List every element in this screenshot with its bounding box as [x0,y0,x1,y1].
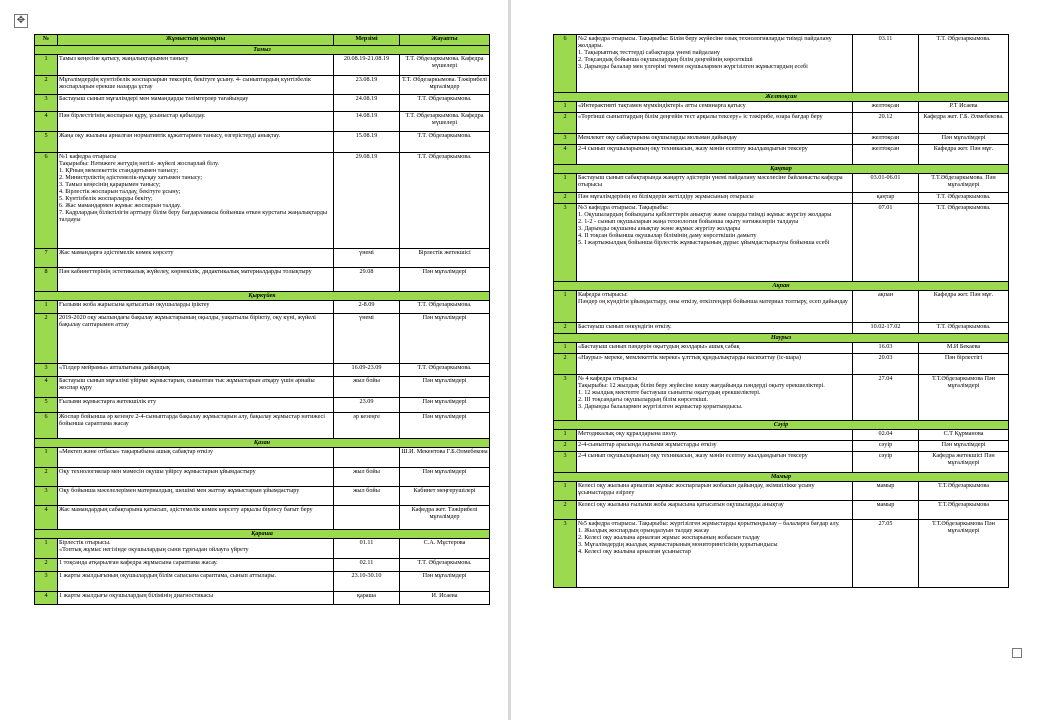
table-row [554,343,1009,354]
task-description: Оқу технологиялар мен мәмесін оқушы үйірсу жұмыстарын ұйымдастыру [58,468,334,487]
task-deadline: ақпан [853,291,919,323]
table-row [554,501,1009,520]
task-responsible: Пән мұғалімдері [400,468,490,487]
task-deadline: әр кезеңге [334,413,400,439]
row-number: 2 [554,323,577,334]
task-description: «Бастауыш сынып пәндерін оқытудың жолдары» ашық сабақ [577,343,853,354]
task-responsible: Т.Т. Әбдезаркымова. Тәжірибелі мұғалімдер [400,76,490,95]
table-row [35,572,490,592]
task-deadline: сәуір [853,441,919,452]
row-number: 1 [554,430,577,441]
task-description: № 4 кафедра отырысы Тақырыбы: 12 жылдық білім беру жүйесіне көшу жағдайында пәндерді оқыту ерекшеліктері. 1. 12 жылдық мектепте бастауыш сыныпты оқытудың ерекшеліктері. 2. III тоқсандағы оқушылардың білім көрсеткіші. 3. Дарынды балалармен жүргізілген жұмыстар қорытындысы. [577,375,853,421]
task-description: Келесі оқу жылына ғылыми жоба жарысына қатысатын оқушыларды анықтау [577,501,853,520]
task-deadline: желтоқсан [853,134,919,145]
row-number: 4 [35,506,58,530]
task-responsible: И. Исаева [400,592,490,605]
task-responsible: Т.Т.Әбдезаркымова Пән мұғалімдері [919,375,1009,421]
month-section-row [35,439,490,448]
row-number: 1 [35,301,58,314]
task-deadline: үнемі [334,314,400,364]
task-deadline: 01.11 [334,539,400,559]
row-number: 3 [35,572,58,592]
row-number: 3 [554,375,577,421]
plan-table-left [34,34,490,605]
task-deadline: 14.08.19 [334,112,400,132]
row-number: 1 [554,482,577,501]
task-responsible: Пән мұғалімдері [919,134,1009,145]
task-responsible: Бірлестік жетекшісі [400,249,490,268]
task-deadline: 20.12 [853,113,919,134]
table-row [35,468,490,487]
table-row [554,174,1009,193]
page-separator [508,0,511,720]
table-row [554,354,1009,375]
task-description: Бастауыш сынып сабақтарында жаңарту әдістерін үнемі пайдалану мәселесіне байланысты кафедра отырысы [577,174,853,193]
task-deadline: 15.08.19 [334,132,400,153]
row-number: 2 [35,76,58,95]
month-section-row [554,93,1009,102]
row-number: 2 [554,501,577,520]
task-deadline: сәуір [853,452,919,473]
row-number: 4 [35,112,58,132]
row-number: 4 [35,377,58,398]
table-row [35,76,490,95]
table-row [35,314,490,364]
task-responsible: Пән мұғалімдері [400,413,490,439]
task-responsible: М.И Бекаева [919,343,1009,354]
task-description: «Наурыз- мереке, мемлекеттік мереке» ұлттық құндылықтарды насихаттау (іс-шара) [577,354,853,375]
task-responsible: Т.Т. Әбдезаркымова. [919,193,1009,204]
task-responsible: Кафедра жетекшісі Пән мұғалімдері [919,452,1009,473]
task-responsible: С.А. Мұстерова [400,539,490,559]
row-number: 5 [35,398,58,413]
task-description: Бастауыш сынып мұғалімі үйірме жұмыстарын, сыныптан тыс жұмыстарын атқару үшін арнайы жоспар құру [58,377,334,398]
row-number: 3 [35,364,58,377]
task-responsible: Т.Т. Әбдезаркымова. [919,35,1009,93]
table-row [554,102,1009,113]
task-description: Жоспар бойынша әр кезеңге 2-4-сыныптарда бақылау жұмыстарын алу, бақылау жұмыстар нәтижесі бойынша сараптама жасау [58,413,334,439]
table-row [35,301,490,314]
row-number: 2 [35,314,58,364]
task-description: «Тілдер мейрамы» апталығына дайындық [58,364,334,377]
task-deadline: үнемі [334,249,400,268]
task-description: Жаңа оқу жылына арналған нормативтік құжаттармен танысу, өзгерістерді анықтау. [58,132,334,153]
month-section-label: Желтоқсан [554,93,1009,102]
table-row [554,430,1009,441]
task-description: Пән бірлестігінің жоспарын құру, ұсыныстар қабылдау. [58,112,334,132]
task-description: №2 кафедра отырысы. Тақырыбы: Білім беру жүйесіне озық технологияларды тиімді пайдалану жолдары. 1. Тақырыптық тесттерді сабақтарда үнемі пайдалану 2. Тоқсандық бойынша оқушылардың білім деңгейінің көрсеткіші 3. Дарынды балалар мен үлгерімі төмен оқушылармен жүргізілген жұмыстардың есебі [577,35,853,93]
task-description: Методикалық оқу құралдарына шолу. [577,430,853,441]
row-number: 3 [554,452,577,473]
table-row [35,55,490,76]
table-row [35,153,490,249]
row-number: 1 [35,448,58,468]
table-row [35,398,490,413]
month-section-label: Қазан [35,439,490,448]
row-number: 2 [554,441,577,452]
task-deadline: 07.01 [853,204,919,282]
task-responsible: Т.Т. Әбдезаркымова. Кафедра мүшелері [400,112,490,132]
table-resize-handle-icon[interactable] [1012,648,1022,658]
month-section-label: Наурыз [554,334,1009,343]
task-responsible: Пән бірлестігі [919,354,1009,375]
table-row [554,452,1009,473]
month-section-label: Мамыр [554,473,1009,482]
task-deadline: желтоқсан [853,102,919,113]
task-responsible: Т.Т.Әбдезаркымова [919,482,1009,501]
task-description: 1 жарты жылдығы оқушылардың білімінің диагностикасы [58,592,334,605]
month-section-row [554,334,1009,343]
task-description: Оқу бойынша мәселелерімен материалдың, шешімі мен жаттау жұмыстарын ұйымдастыру [58,487,334,506]
row-number: 6 [35,413,58,439]
task-description: №1 кафедра отырысы Тақырыбы: Нәтижеге жетудің негізі- жүйелі жоспарлай білу. 1. ҚРның мемлекеттік стандартымен танысу; 2. Министрліктің әдістемелік-нұсқау хатымен танысу; 3. Тамыз кеңесінің қарарымен танысу; 4. Бірлестік жоспарын талдау, бекітуге ұсыну; 5. Күнтізбелік жоспарларды бекіту; 6. Жас мамандармен жұмыс жоспарын талдау. 7. Кадрлардың біліктілігін арттыру білім беру бағдарламасы бойынша өткен курстағы жаңалықтарды талдауы [58,153,334,249]
month-section-row [35,292,490,301]
table-row [554,193,1009,204]
column-header: Мерзімі [334,35,400,46]
column-header: Жұмыстың мазмұны [58,35,334,46]
month-section-row [35,46,490,55]
plan-table-right [553,34,1009,588]
task-description: Бірлестік отырысы. «Топтық жұмыс негізінде оқушылардың сыни тұрғыдан ойлауға үйрету [58,539,334,559]
task-description: Бастауыш сынып мұғалімдері мен мамандарды тәлімгерлер тағайындау [58,95,334,112]
table-row [35,112,490,132]
task-responsible: С.Т Құрманова [919,430,1009,441]
task-deadline: мамыр [853,501,919,520]
table-row [554,520,1009,588]
task-responsible: Пән мұғалімдері [919,441,1009,452]
row-number: 3 [554,204,577,282]
table-row [554,482,1009,501]
task-deadline: қараша [334,592,400,605]
task-deadline: 27.05 [853,520,919,588]
row-number: 3 [554,520,577,588]
row-number: 2 [554,354,577,375]
task-description: Жас мамандарға әдістемелік көмек көрсету [58,249,334,268]
row-number: 7 [35,249,58,268]
task-description: 2-4-сыныптар арасында ғылыми жұмыстарды өткізу [577,441,853,452]
table-row [35,448,490,468]
task-deadline: 20.08.19-21.08.19 [334,55,400,76]
row-number: 1 [554,174,577,193]
row-number: 2 [554,193,577,204]
task-deadline: 20.03 [853,354,919,375]
task-responsible: Т.Т. Әбдезаркымова. [400,559,490,572]
task-responsible: Кафедра жет. Тәжірибелі мұғалімдер [400,506,490,530]
row-number: 4 [35,592,58,605]
task-deadline: жыл бойы [334,377,400,398]
task-description: «Интерактивті тақтамен мүмкіндіктері» атты семинарға қатысу [577,102,853,113]
column-header: № [35,35,58,46]
row-number: 1 [35,539,58,559]
task-responsible: Т.Т. Әбдезаркымова. [400,364,490,377]
row-number: 6 [554,35,577,93]
table-row [554,375,1009,421]
month-section-row [554,165,1009,174]
row-number: 4 [554,145,577,165]
row-number: 3 [35,95,58,112]
table-row [554,35,1009,93]
table-row [554,204,1009,282]
table-row [554,441,1009,452]
table-row [554,323,1009,334]
task-responsible: Т.Т. Әбдезаркымова. [400,153,490,249]
task-deadline: 29.08.19 [334,153,400,249]
task-responsible: Пән мұғалімдері [400,314,490,364]
table-row [35,592,490,605]
task-deadline: 23.10-30.10 [334,572,400,592]
row-number: 8 [35,268,58,292]
table-row [35,132,490,153]
month-section-label: Қараша [35,530,490,539]
task-responsible: Т.Т. Әбдезаркымова. [400,95,490,112]
task-deadline: 27.04 [853,375,919,421]
table-row [35,539,490,559]
task-description: 2-4 сынып оқушыларының оқу техникасын, жазу мәнін есептеу жылдамдығын тексеру [577,452,853,473]
table-row [35,487,490,506]
task-deadline: жыл бойы [334,487,400,506]
task-deadline: 03.11 [853,35,919,93]
task-deadline: жыл бойы [334,468,400,487]
task-responsible: Пән мұғалімдері [400,377,490,398]
task-deadline: қаңтар [853,193,919,204]
task-description: Мұғалімдердің күнтізбелік жоспарларын тексеріп, бекітуге ұсыну. 4- сыныптардың күнтізбелік жоспарларын ерекше назарда ұстау [58,76,334,95]
month-section-label: Тамыз [35,46,490,55]
task-description: 2019-2020 оқу жылындағы бақылау жұмыстарының оқылды, уақытылы біріктіу, оқу күні, жүйелі бақылау саптарымен аттау [58,314,334,364]
table-row [554,145,1009,165]
row-number: 2 [35,559,58,572]
task-deadline: желтоқсан [853,145,919,165]
task-responsible: Кабинет меңгерушілері [400,487,490,506]
task-responsible: Т.Т.Әбдезаркымова. Пән мұғалімдері [919,174,1009,193]
task-responsible: Пән мұғалімдері [400,572,490,592]
task-responsible: Т.Т. Әбдезаркымова. [400,301,490,314]
row-number: 1 [554,291,577,323]
row-number: 1 [554,343,577,354]
task-deadline: 29.08 [334,268,400,292]
task-description: Мемлекет оқу сабақтарына оқушыларды мольман дайындау [577,134,853,145]
task-deadline [334,448,400,468]
task-description: Ғылыми жұмыстарға жетекшілік ету [58,398,334,413]
task-responsible: Т.Т. Әбдезаркымова. Кафедра мүшелері [400,55,490,76]
row-number: 3 [554,134,577,145]
task-description: Пән кабинеттерінің эстетикалық жүйелеу, көрнекілік, дидактикалық материалдарды толықтыру [58,268,334,292]
table-row [35,559,490,572]
row-number: 2 [554,113,577,134]
month-section-label: Сәуір [554,421,1009,430]
table-row [35,268,490,292]
task-deadline: 24.08.19 [334,95,400,112]
month-section-row [35,530,490,539]
table-row [35,249,490,268]
task-responsible: Пән мұғалімдері [400,398,490,413]
task-description: 2-4 сынып оқушыларының оқу техникасын, жазу мәнін есептеу жылдамдығын тексеру [577,145,853,165]
task-description: 1 тоқсанда атқарылған кафедра жұмысына сараптама жасау. [58,559,334,572]
table-row [35,506,490,530]
task-responsible: Т.Т.Әбдезаркымова [919,501,1009,520]
task-description: «Мектеп және отбасы» тақырыбына ашық сабақтар өткізу [58,448,334,468]
month-section-row [554,421,1009,430]
task-responsible: Т.Т. Әбдезаркымова. [919,323,1009,334]
task-description: «Тортінші сыныптардың білім деңгейін тест арқылы тексеру» іс тәжірибе, өзара бағдар беру [577,113,853,134]
task-deadline: 23.09 [334,398,400,413]
row-number: 5 [35,132,58,153]
task-deadline: 16.03 [853,343,919,354]
row-number: 1 [554,102,577,113]
task-description: №5 кафедра отырысы. Тақырыбы: жүргізілген жұмыстарды қорытындылау – балаларға бағдар алу. 1. Жылдық жоспардың орындалуын талдау жасау 2. Келесі оқу жылына арналған жұмыс жоспарының жобасын талдау 3. Мұғалімдердің жылдық жұмыстарының мониторингісінің қорытындысы 4. Келесі оқу жылына арналған ұсыныстар [577,520,853,588]
task-deadline: 02.04 [853,430,919,441]
row-number: 6 [35,153,58,249]
task-deadline: 16.09-23.09 [334,364,400,377]
left-page [34,34,490,605]
table-row [554,134,1009,145]
task-description: Пән мұғалімдерінің өз білімдерін жетілдіру жұмысының отырысы [577,193,853,204]
task-responsible: Кафедра жет. Пән мұғ. [919,145,1009,165]
table-move-handle-icon[interactable]: ✥ [14,14,28,28]
task-description: №3 кафедра отырысы. Тақырыбы: 1. Оқушылардың бойындағы қабілеттерін анықтау және оларды тиімді жұмыс жүргізу жолдары 2. 1-2 - сынып оқушыларын жаңа технология бойынша оқыту нәтижелерін талдауы 3. Дарынды оқушыны анықтау және жұмыс жүргізу жолдары 4. II тоқсан бойынша оқушылар білімінің даму көрсеткішін дамыту 5. I жартыжылдық бойынша бірлестік жұмыстарының дұрыс ұйымдастырылуы бойынша есебі [577,204,853,282]
task-deadline: 03.01-06.01 [853,174,919,193]
task-deadline [334,506,400,530]
task-deadline: 10.02-17.02 [853,323,919,334]
table-row [35,377,490,398]
task-description: Тамыз кеңесіне қатысу, жаңалықтарымен танысу [58,55,334,76]
task-responsible: Кафедра жет. Г.Б. Әлмебекова. [919,113,1009,134]
task-description: Кафедра отырысы: Пәндер оң күндігін ұйымдастыру, оны өткізу, өткізгендері бойынша материал толтыру, есеп дайындау [577,291,853,323]
task-deadline: 02.11 [334,559,400,572]
task-description: Бастауыш сынып онкүндігін өткізу. [577,323,853,334]
right-page [553,34,1009,588]
row-number: 2 [35,468,58,487]
row-number: 1 [35,55,58,76]
month-section-row [554,282,1009,291]
table-row [554,113,1009,134]
table-row [35,413,490,439]
task-responsible: Р.Т Исаева [919,102,1009,113]
month-section-label: Қаңтар [554,165,1009,174]
column-header: Жауапты [400,35,490,46]
row-number: 3 [35,487,58,506]
table-row [35,95,490,112]
task-description: 1 жарты жылдығының оқушылардың білім сапасына сараптама, сынып аттылары. [58,572,334,592]
table-header-row [35,35,490,46]
task-responsible: Ш.И. Мекентова Г.Б.Әлмебекова [400,448,490,468]
month-section-label: Қыркүйек [35,292,490,301]
task-responsible: Т.Т. Әбдезаркымова. [919,204,1009,282]
task-deadline: мамыр [853,482,919,501]
task-responsible: Т.Т. Әбдезаркымова. [400,132,490,153]
task-description: Ғылыми жоба жарысына қатысатын оқушыларды іріктеу [58,301,334,314]
task-deadline: 23.08.19 [334,76,400,95]
month-section-row [554,473,1009,482]
task-responsible: Т.Т.Әбдезаркымова Пән мұғалімдері [919,520,1009,588]
task-responsible: Кафедра жет. Пән мұғ. [919,291,1009,323]
task-description: Жас мамандардың сабақтарына қатысып, әдістемелік көмек көрсету арқылы бірлесу бағыт беру [58,506,334,530]
month-section-label: Ақпан [554,282,1009,291]
task-deadline: 2-8.09 [334,301,400,314]
table-row [554,291,1009,323]
task-description: Келесі оқу жылына арналған жұмыс жоспарларын жобасын дайындау, әкімшілікке ұсыну ұсыныстарды әзірлеу [577,482,853,501]
task-responsible: Пән мұғалімдері [400,268,490,292]
table-row [35,364,490,377]
